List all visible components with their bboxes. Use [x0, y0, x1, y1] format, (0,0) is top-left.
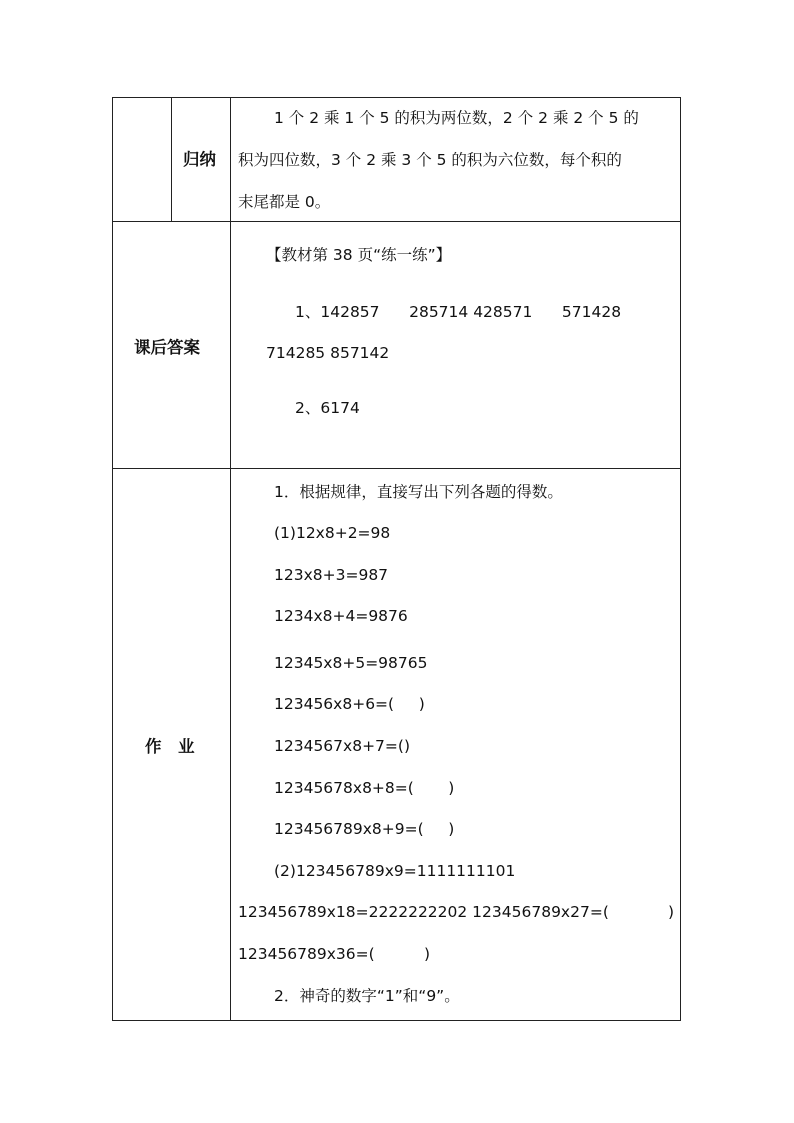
table-border-right: [680, 97, 681, 1021]
row-divider-2: [112, 468, 681, 469]
summary-line-2: 积为四位数，3 个 2 乘 3 个 5 的积为六位数，每个积的: [238, 151, 622, 169]
homework-line-3: 123x8+3=987: [274, 566, 389, 584]
answers-line-4: 2、6174: [295, 399, 360, 417]
answers-label: 课后答案: [134, 338, 200, 357]
homework-line-4: 1234x8+4=9876: [274, 607, 408, 625]
homework-line-7: 1234567x8+7=(): [274, 737, 410, 755]
homework-line-11: 123456789x18=2222222202 123456789x27=( ): [238, 903, 675, 921]
homework-line-2: (1)12x8+2=98: [274, 524, 391, 542]
homework-line-12: 123456789x36=( ): [238, 945, 431, 963]
homework-line-6: 123456x8+6=( ): [274, 695, 425, 713]
lesson-table: [112, 97, 681, 1021]
summary-line-1: 1 个 2 乘 1 个 5 的积为两位数，2 个 2 乘 2 个 5 的: [274, 109, 639, 127]
table-border-bottom: [112, 1020, 681, 1021]
answers-line-1: 【教材第 38 页“练一练”】: [266, 246, 452, 264]
summary-label: 归纳: [183, 150, 216, 169]
homework-line-1: 1．根据规律，直接写出下列各题的得数。: [274, 483, 563, 501]
table-border-top: [112, 97, 681, 98]
answers-line-3: 714285 857142: [266, 344, 390, 362]
table-border-left: [112, 97, 113, 1021]
row-divider-1: [112, 221, 681, 222]
homework-line-9: 123456789x8+9=( ): [274, 820, 455, 838]
inner-column-divider: [171, 97, 172, 221]
homework-line-10: (2)123456789x9=1111111101: [274, 862, 516, 880]
homework-line-8: 12345678x8+8=( ): [274, 779, 455, 797]
content-column-divider: [230, 97, 231, 1021]
homework-label: 作 业: [145, 737, 195, 756]
homework-line-5: 12345x8+5=98765: [274, 654, 428, 672]
answers-line-2: 1、142857 285714 428571 571428: [295, 303, 622, 321]
summary-line-3: 末尾都是 0。: [238, 193, 331, 211]
homework-line-13: 2．神奇的数字“1”和“9”。: [274, 987, 460, 1005]
